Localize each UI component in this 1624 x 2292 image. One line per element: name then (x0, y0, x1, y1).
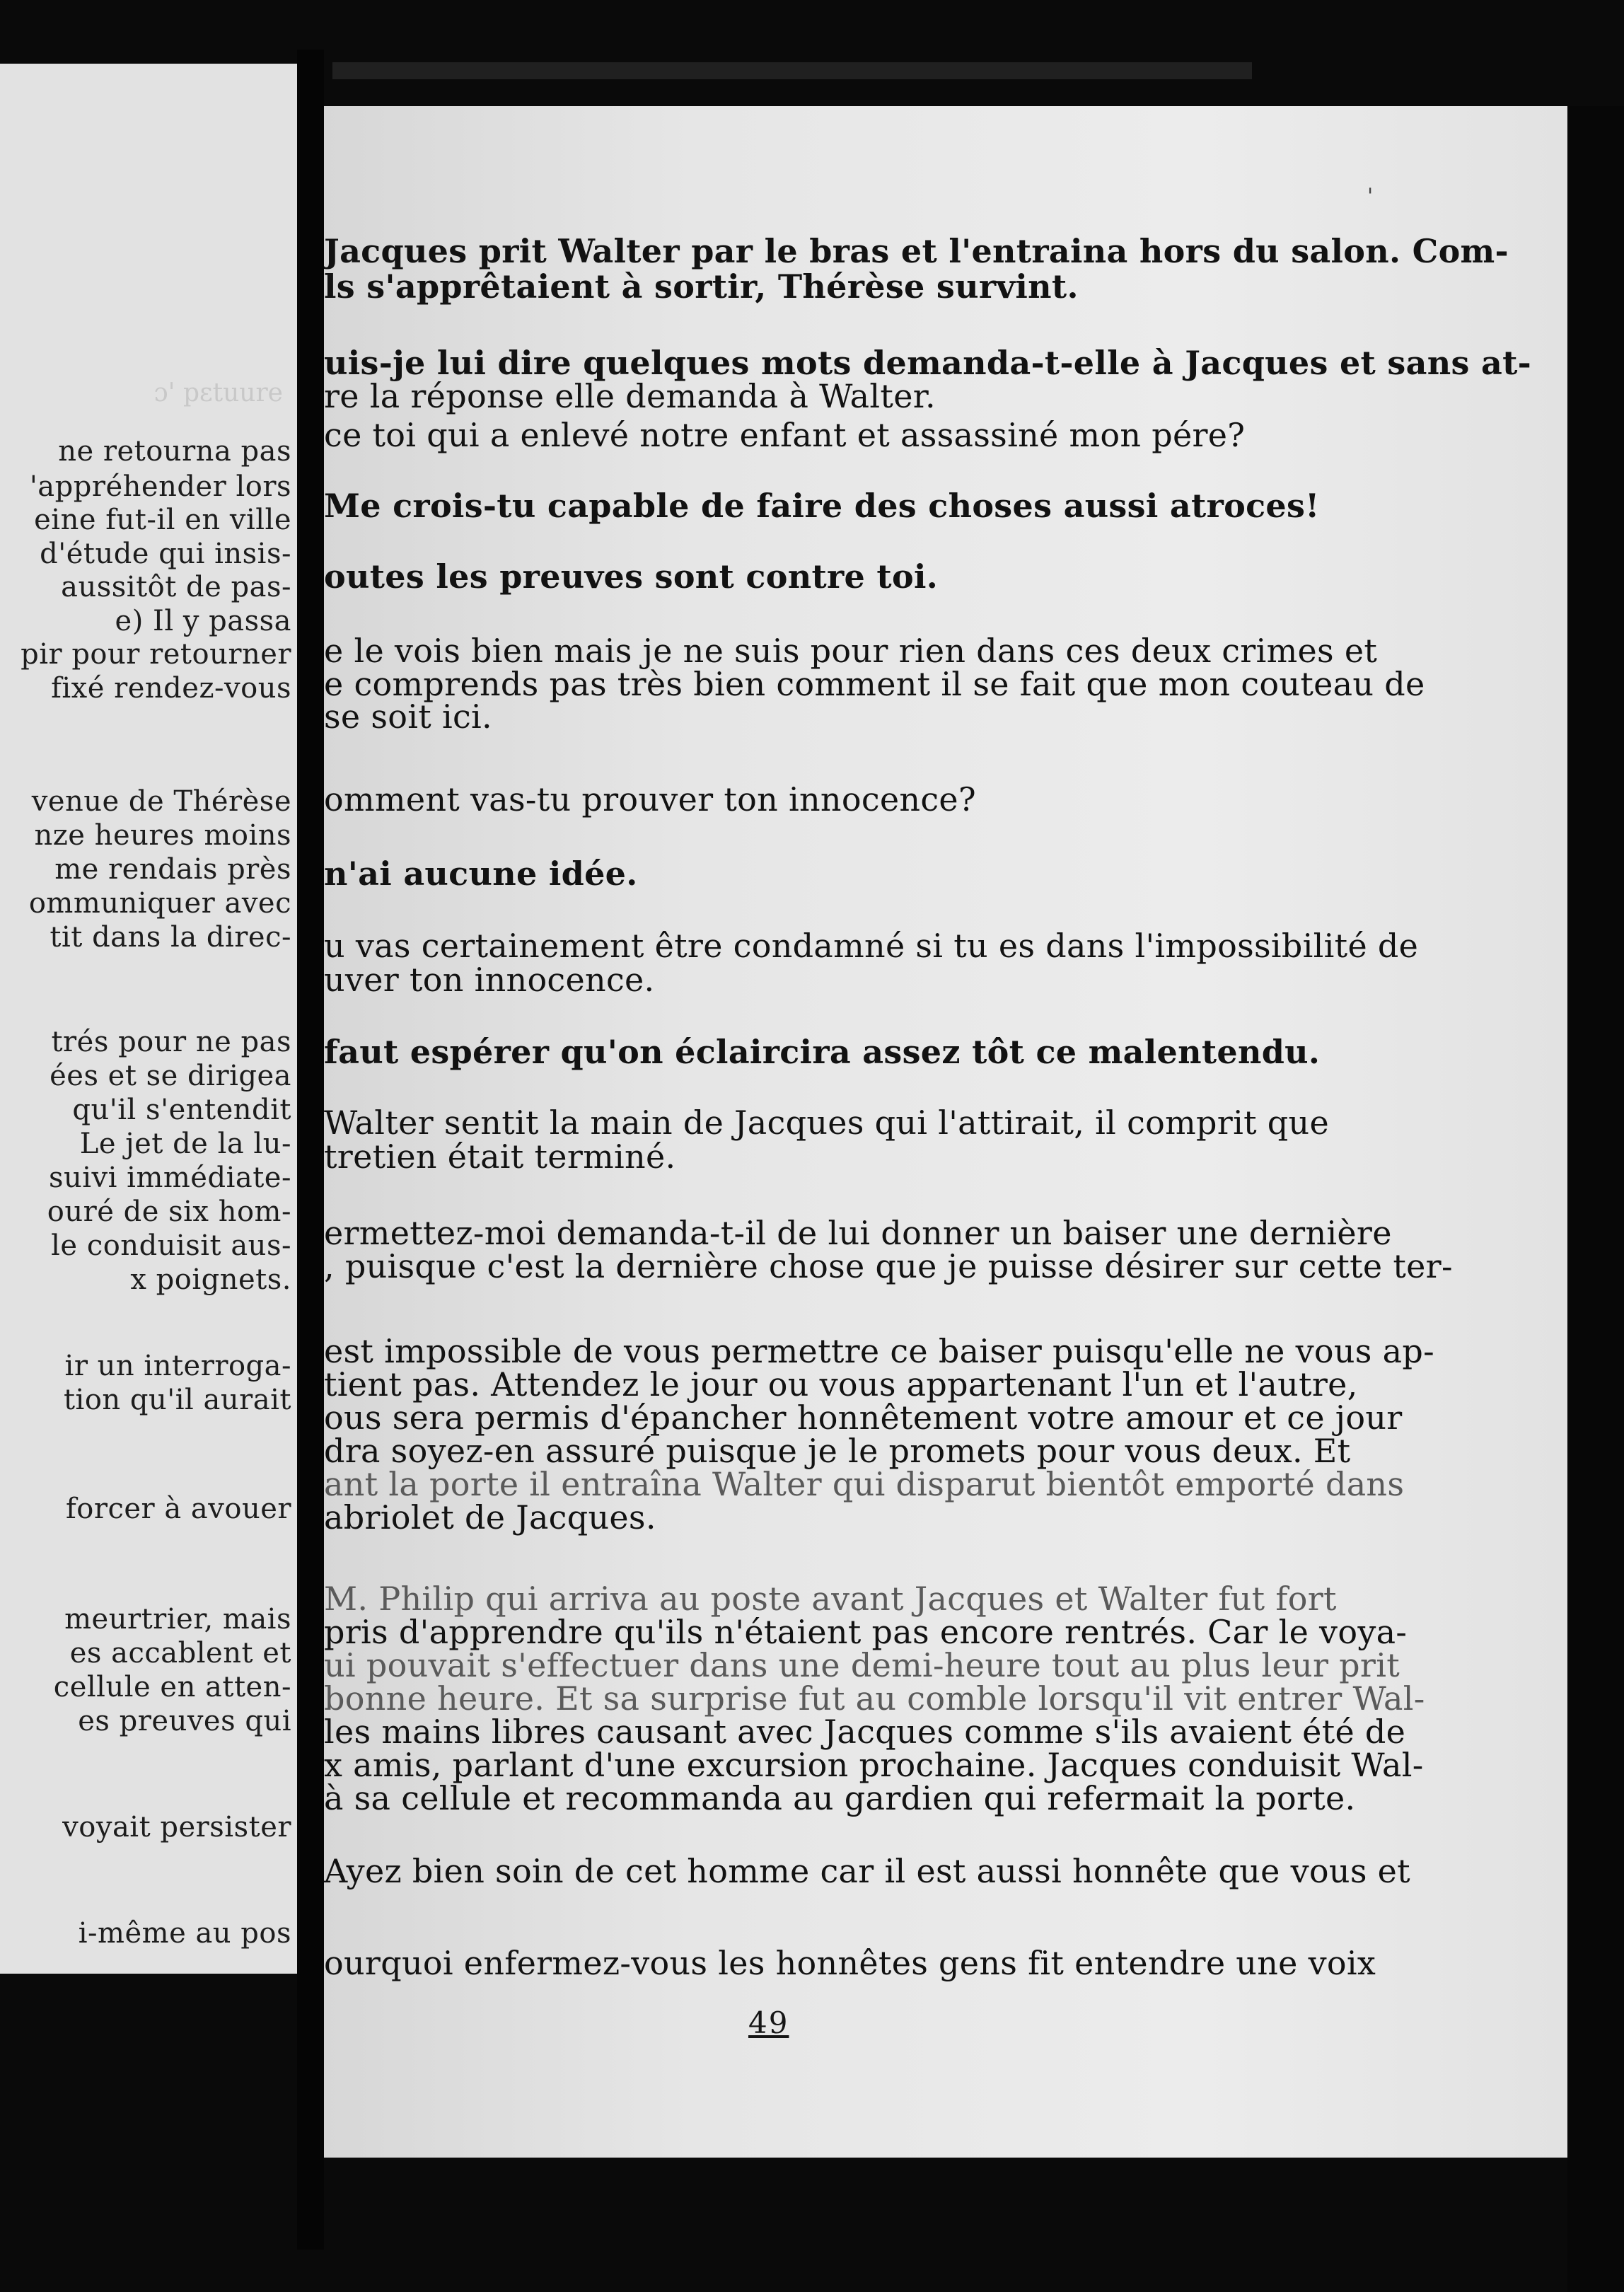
text-line: ls s'apprêtaient à sortir, Thérèse survint. (324, 267, 1079, 306)
left-line: meurtrier, mais (64, 1603, 291, 1636)
text-line: les mains libres causant avec Jacques comme s'ils avaient été de (324, 1713, 1406, 1751)
left-line: e) Il y passa (115, 605, 291, 637)
text-line: Ayez bien soin de cet homme car il est aussi honnête que vous et (324, 1852, 1410, 1890)
text-line: est impossible de vous permettre ce baiser puisqu'elle ne vous ap- (324, 1332, 1434, 1370)
left-line: d'étude qui insis- (40, 538, 291, 570)
text-line: x amis, parlant d'une excursion prochaine. Jacques conduisit Wal- (324, 1746, 1424, 1784)
left-line: tit dans la direc- (50, 921, 291, 954)
text-line: ous sera permis d'épancher honnêtement votre amour et ce jour (324, 1399, 1403, 1437)
left-line: x poignets. (130, 1263, 291, 1296)
left-line: ne retourna pas (58, 435, 291, 468)
text-line: n'ai aucune idée. (324, 855, 638, 893)
left-line: ouré de six hom- (47, 1196, 291, 1228)
left-line: le conduisit aus- (51, 1229, 291, 1262)
scan-border-right (1567, 106, 1624, 2292)
left-line: voyait persister (62, 1811, 291, 1844)
text-line: uver ton innocence. (324, 961, 655, 999)
text-line: ant la porte il entraîna Walter qui disparut bientôt emporté dans (324, 1465, 1405, 1503)
left-line: i-même au pos (78, 1917, 291, 1950)
text-line: uis-je lui dire quelques mots demanda-t-elle à Jacques et sans at- (324, 344, 1532, 382)
left-line: pir pour retourner (21, 638, 291, 671)
bleed-through-text: ɔ' pɛtuure (153, 378, 283, 407)
scan-speck: ' (1367, 184, 1374, 209)
text-line: Walter sentit la main de Jacques qui l'attirait, il comprit que (324, 1104, 1330, 1142)
scan-shadow-top (332, 62, 1252, 79)
text-line: ui pouvait s'effectuer dans une demi-heure tout au plus leur prit (324, 1646, 1400, 1684)
text-line: abriolet de Jacques. (324, 1498, 656, 1536)
left-line: tion qu'il aurait (63, 1384, 291, 1416)
left-line: suivi immédiate- (48, 1162, 291, 1194)
text-line: outes les preuves sont contre toi. (324, 557, 939, 596)
left-page-fragment (0, 64, 297, 1974)
text-line: Me crois-tu capable de faire des choses aussi atroces! (324, 487, 1320, 525)
left-line: forcer à avouer (65, 1493, 291, 1525)
left-line: venue de Thérèse (31, 785, 291, 818)
text-line: tretien était terminé. (324, 1138, 676, 1176)
left-line: eine fut-il en ville (34, 504, 291, 536)
left-line: trés pour ne pas (51, 1026, 291, 1058)
left-line: nze heures moins (34, 819, 291, 852)
text-line: Jacques prit Walter par le bras et l'entraina hors du salon. Com- (324, 232, 1509, 270)
left-line: cellule en atten- (53, 1671, 291, 1703)
left-line: ir un interroga- (64, 1350, 291, 1382)
left-line: me rendais près (54, 853, 291, 886)
left-line: ommuniquer avec (28, 887, 291, 920)
text-line: e comprends pas très bien comment il se fait que mon couteau de (324, 665, 1425, 703)
text-line: re la réponse elle demanda à Walter. (324, 377, 936, 415)
text-line: ermettez-moi demanda-t-il de lui donner un baiser une dernière (324, 1214, 1392, 1252)
text-line: faut espérer qu'on éclaircira assez tôt ce malentendu. (324, 1033, 1321, 1071)
text-line: , puisque c'est la dernière chose que je puisse désirer sur cette ter- (324, 1247, 1453, 1285)
text-line: tient pas. Attendez le jour ou vous appartenant l'un et l'autre, (324, 1365, 1358, 1403)
book-gutter (297, 50, 324, 2250)
left-line: es preuves qui (78, 1705, 291, 1737)
text-line: ourquoi enfermez-vous les honnêtes gens fit entendre une voix (324, 1944, 1376, 1982)
text-line: à sa cellule et recommanda au gardien qui refermait la porte. (324, 1779, 1356, 1817)
text-line: e le vois bien mais je ne suis pour rien dans ces deux crimes et (324, 632, 1378, 670)
text-line: pris d'apprendre qu'ils n'étaient pas encore rentrés. Car le voya- (324, 1613, 1408, 1651)
text-line: M. Philip qui arriva au poste avant Jacques et Walter fut fort (324, 1580, 1337, 1618)
left-line: 'appréhender lors (29, 470, 291, 503)
left-line: fixé rendez-vous (51, 672, 291, 705)
page-number: 49 (748, 2006, 789, 2040)
left-line: Le jet de la lu- (79, 1128, 291, 1160)
left-line: aussitôt de pas- (61, 571, 291, 603)
text-line: dra soyez-en assuré puisque je le promets pour vous deux. Et (324, 1432, 1351, 1470)
text-line: ce toi qui a enlevé notre enfant et assassiné mon pére? (324, 416, 1246, 454)
left-line: qu'il s'entendit (72, 1094, 291, 1126)
text-line: omment vas-tu prouver ton innocence? (324, 780, 976, 818)
text-line: se soit ici. (324, 698, 492, 736)
main-page (324, 106, 1567, 2158)
text-line: u vas certainement être condamné si tu es dans l'impossibilité de (324, 927, 1419, 965)
left-line: es accablent et (69, 1637, 291, 1669)
text-line: bonne heure. Et sa surprise fut au comble lorsqu'il vit entrer Wal- (324, 1679, 1425, 1718)
left-line: ées et se dirigea (50, 1060, 291, 1092)
